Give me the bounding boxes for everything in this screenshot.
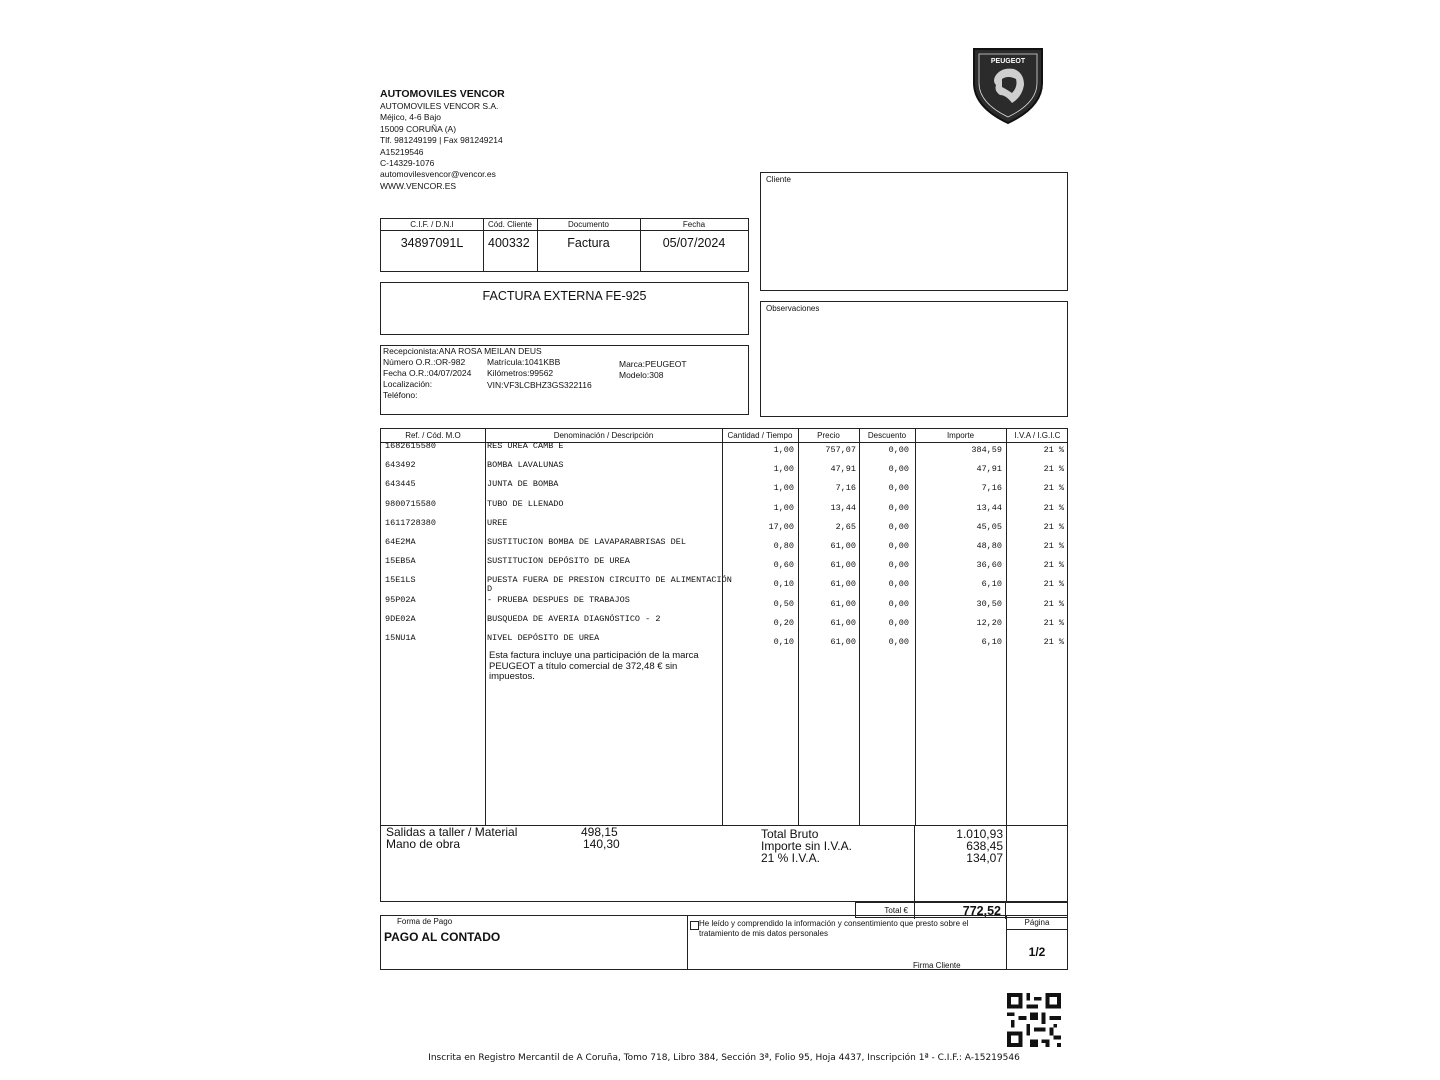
company-email: automovilesvencor@vencor.es bbox=[380, 169, 496, 180]
cell-price: 7,16 bbox=[835, 483, 856, 494]
company-website: WWW.VENCOR.ES bbox=[380, 180, 457, 191]
gross-label: Total Bruto bbox=[761, 827, 819, 841]
cell-price: 757,07 bbox=[825, 445, 856, 455]
page-number-box bbox=[1006, 915, 1068, 970]
company-name: AUTOMOVILES VENCOR bbox=[380, 88, 505, 100]
table-row bbox=[381, 479, 1067, 498]
date-value: 05/07/2024 bbox=[662, 236, 726, 250]
cell-price: 61,00 bbox=[830, 579, 856, 590]
cell-price: 61,00 bbox=[830, 541, 856, 551]
page-label: Página bbox=[1007, 918, 1067, 930]
vehicle-brand: Marca:PEUGEOT bbox=[619, 359, 687, 369]
company-line: Tlf. 981249199 | Fax 981249214 bbox=[380, 135, 503, 146]
cell-price: 61,00 bbox=[830, 637, 856, 647]
brand-participation-note: Esta factura incluye una participación de la marca PEUGEOT a título comercial de 372,48 € sin impuestos. bbox=[489, 650, 699, 682]
qr-code bbox=[1006, 993, 1062, 1047]
cell-price: 13,44 bbox=[830, 502, 856, 513]
company-line: Méjico, 4-6 Bajo bbox=[380, 112, 441, 123]
cell-amount: 6,10 bbox=[981, 579, 1002, 590]
payment-value: PAGO AL CONTADO bbox=[384, 930, 501, 944]
labor-value: 140,30 bbox=[583, 837, 620, 851]
cell-vat: 21 % bbox=[1043, 598, 1064, 609]
cell-ref: 1611728380 bbox=[385, 517, 437, 528]
cell-discount: 0,00 bbox=[888, 483, 909, 494]
cell-qty: 0,10 bbox=[773, 637, 794, 647]
cell-discount: 0,00 bbox=[888, 617, 909, 628]
cell-discount: 0,00 bbox=[888, 464, 909, 475]
cell-desc: BOMBA LAVALUNAS bbox=[487, 460, 564, 471]
location: Localización: bbox=[383, 379, 433, 389]
date-label: Fecha bbox=[640, 219, 748, 231]
client-code-cell bbox=[483, 219, 538, 271]
client-code-value: 400332 bbox=[488, 236, 530, 250]
cell-desc: PUESTA FUERA DE PRESION CIRCUITO DE ALIMENTACIÓN bbox=[487, 575, 732, 586]
cell-qty: 17,00 bbox=[768, 521, 794, 532]
cell-qty: 0,20 bbox=[773, 617, 794, 628]
cell-ref: 1682615580 bbox=[385, 441, 437, 451]
cell-ref: 9800715580 bbox=[385, 498, 437, 509]
client-box bbox=[760, 172, 1068, 291]
cell-qty: 0,80 bbox=[773, 541, 794, 551]
client-label: Cliente bbox=[766, 175, 791, 184]
cell-desc: UREE bbox=[487, 517, 508, 528]
col-price-header: Precio bbox=[817, 431, 840, 440]
cell-vat: 21 % bbox=[1043, 502, 1064, 513]
cell-ref: 643492 bbox=[385, 460, 416, 471]
peugeot-logo bbox=[972, 45, 1044, 125]
document-value: Factura bbox=[567, 236, 610, 250]
cell-discount: 0,00 bbox=[888, 521, 909, 532]
cell-amount: 13,44 bbox=[976, 502, 1002, 513]
col-amount-header: Importe bbox=[946, 431, 975, 440]
col-ref-header: Ref. / Cód. M.O bbox=[405, 431, 461, 440]
cell-ref: 95P02A bbox=[385, 594, 416, 605]
vat-label: 21 % I.V.A. bbox=[761, 851, 820, 865]
gross-value: 1.010,93 bbox=[956, 827, 1003, 841]
document-title: FACTURA EXTERNA FE-925 bbox=[482, 289, 647, 303]
cell-ref: 15E1LS bbox=[385, 575, 416, 586]
cif-cell bbox=[381, 219, 484, 271]
cell-desc: SUSTITUCION DEPÓSITO DE UREA bbox=[487, 556, 630, 567]
cell-desc: BUSQUEDA DE AVERIA DIAGNÓSTICO - 2 bbox=[487, 613, 661, 624]
cell-price: 47,91 bbox=[830, 464, 856, 475]
vat-value: 134,07 bbox=[966, 851, 1003, 865]
cell-vat: 21 % bbox=[1043, 464, 1064, 475]
col-vat-header: I.V.A / I.G.I.C bbox=[1014, 431, 1061, 440]
company-info bbox=[380, 88, 505, 192]
data-consent-box bbox=[687, 915, 1007, 970]
cell-price: 61,00 bbox=[830, 598, 856, 609]
cell-ref: 15EB5A bbox=[385, 556, 416, 567]
cell-ref: 15NU1A bbox=[385, 633, 416, 643]
table-row bbox=[381, 460, 1067, 479]
cell-ref: 643445 bbox=[385, 479, 416, 490]
cell-vat: 21 % bbox=[1043, 521, 1064, 532]
cell-amount: 48,80 bbox=[976, 541, 1002, 551]
table-row bbox=[381, 537, 1067, 556]
consent-checkbox[interactable] bbox=[690, 921, 699, 930]
table-row bbox=[381, 575, 1067, 594]
or-number: Número O.R.:OR-982 bbox=[383, 357, 466, 367]
table-row bbox=[381, 633, 1067, 652]
cell-ref: 9DE02A bbox=[385, 613, 416, 624]
cell-amount: 12,20 bbox=[976, 617, 1002, 628]
or-date: Fecha O.R.:04/07/2024 bbox=[383, 368, 472, 378]
cell-desc: NIVEL DEPÓSITO DE UREA bbox=[487, 633, 600, 643]
invoice-header-table bbox=[380, 218, 749, 272]
cell-discount: 0,00 bbox=[888, 598, 909, 609]
cell-discount: 0,00 bbox=[888, 579, 909, 590]
cell-amount: 30,50 bbox=[976, 598, 1002, 609]
cell-amount: 36,60 bbox=[976, 560, 1002, 571]
cell-qty: 1,00 bbox=[773, 483, 794, 494]
labor-label: Mano de obra bbox=[386, 837, 461, 851]
cell-desc-continuation: D bbox=[487, 584, 493, 595]
logo-text: PEUGEOT bbox=[990, 58, 1026, 65]
table-row bbox=[381, 614, 1067, 633]
vehicle-model: Modelo:308 bbox=[619, 370, 664, 380]
cell-vat: 21 % bbox=[1043, 445, 1064, 455]
cell-vat: 21 % bbox=[1043, 541, 1064, 551]
col-discount-header: Descuento bbox=[867, 431, 907, 440]
cell-amount: 7,16 bbox=[981, 483, 1002, 494]
registry-footer: Inscrita en Registro Mercantil de A Coruña, Tomo 718, Libro 384, Sección 3ª, Folio 95, Hoja 4437, Inscripción 1ª - C.I.F.: A-15219546 bbox=[428, 1053, 1020, 1063]
observations-label: Observaciones bbox=[766, 304, 820, 313]
invoice-lines-table bbox=[380, 428, 1068, 826]
vin: VIN:VF3LCBHZ3GS322116 bbox=[487, 380, 592, 390]
cell-desc: TUBO DE LLENADO bbox=[487, 498, 564, 509]
cell-discount: 0,00 bbox=[888, 541, 909, 551]
cell-amount: 47,91 bbox=[976, 464, 1002, 475]
total-label: Total € bbox=[856, 903, 915, 919]
signature-label: Firma Cliente bbox=[913, 961, 961, 970]
observations-box bbox=[760, 301, 1068, 417]
payment-method-box bbox=[380, 915, 688, 970]
company-line: AUTOMOVILES VENCOR S.A. bbox=[380, 101, 499, 111]
cell-qty: 1,00 bbox=[773, 502, 794, 513]
table-row bbox=[381, 499, 1067, 518]
plate: Matrícula:1041KBB bbox=[487, 357, 561, 367]
cell-price: 61,00 bbox=[830, 560, 856, 571]
material-value: 498,15 bbox=[581, 825, 618, 839]
receptionist: Recepcionista:ANA ROSA MEILAN DEUS bbox=[383, 346, 542, 356]
cell-qty: 0,60 bbox=[773, 560, 794, 571]
table-row bbox=[381, 518, 1067, 537]
cell-desc: RES UREA CAMB E bbox=[487, 441, 564, 451]
table-row bbox=[381, 595, 1067, 614]
table-row bbox=[381, 441, 1067, 460]
cell-qty: 1,00 bbox=[773, 445, 794, 455]
col-qty-header: Cantidad / Tiempo bbox=[727, 431, 793, 440]
cell-discount: 0,00 bbox=[888, 502, 909, 513]
cell-discount: 0,00 bbox=[888, 560, 909, 571]
cell-qty: 0,10 bbox=[773, 579, 794, 590]
cell-vat: 21 % bbox=[1043, 483, 1064, 494]
page-value: 1/2 bbox=[1028, 945, 1046, 959]
vehicle-info bbox=[380, 345, 749, 415]
col-desc-header: Denominación / Descripción bbox=[553, 431, 654, 440]
material-label: Salidas a taller / Material bbox=[386, 825, 518, 839]
document-title-box bbox=[380, 282, 749, 335]
total-value: 772,52 bbox=[915, 903, 1006, 919]
cell-desc: SUSTITUCION BOMBA DE LAVAPARABRISAS DEL bbox=[487, 537, 686, 547]
cell-vat: 21 % bbox=[1043, 617, 1064, 628]
cell-price: 2,65 bbox=[835, 521, 856, 532]
cell-amount: 384,59 bbox=[971, 445, 1002, 455]
document-label: Documento bbox=[537, 219, 640, 231]
cell-ref: 64E2MA bbox=[385, 537, 416, 547]
cell-discount: 0,00 bbox=[888, 445, 909, 455]
cell-desc: - PRUEBA DESPUES DE TRABAJOS bbox=[487, 594, 630, 605]
cell-desc: JUNTA DE BOMBA bbox=[487, 479, 559, 490]
company-line: C-14329-1076 bbox=[380, 158, 435, 169]
cell-vat: 21 % bbox=[1043, 579, 1064, 590]
cell-qty: 0,50 bbox=[773, 598, 794, 609]
cell-amount: 6,10 bbox=[981, 637, 1002, 647]
document-cell bbox=[537, 219, 641, 271]
cell-vat: 21 % bbox=[1043, 637, 1064, 647]
totals-section bbox=[380, 826, 1068, 902]
base-label: Importe sin I.V.A. bbox=[761, 839, 852, 853]
cif-value: 34897091L bbox=[400, 236, 464, 250]
kilometers: Kilómetros:99562 bbox=[487, 368, 554, 378]
cell-qty: 1,00 bbox=[773, 464, 794, 475]
cell-discount: 0,00 bbox=[888, 637, 909, 647]
phone: Teléfono: bbox=[383, 390, 418, 400]
table-row bbox=[381, 556, 1067, 575]
cell-vat: 21 % bbox=[1043, 560, 1064, 571]
company-line: A15219546 bbox=[380, 146, 424, 157]
cell-amount: 45,05 bbox=[976, 521, 1002, 532]
consent-text: He leído y comprendido la información y consentimiento que presto sobre el tratamiento de mis datos personales bbox=[699, 919, 969, 938]
client-code-label: Cód. Cliente bbox=[483, 219, 537, 231]
date-cell bbox=[640, 219, 748, 271]
base-value: 638,45 bbox=[966, 839, 1003, 853]
cell-price: 61,00 bbox=[830, 617, 856, 628]
company-line: 15009 CORUÑA (A) bbox=[380, 123, 457, 134]
payment-label: Forma de Pago bbox=[397, 917, 453, 926]
cif-label: C.I.F. / D.N.I bbox=[381, 219, 483, 231]
